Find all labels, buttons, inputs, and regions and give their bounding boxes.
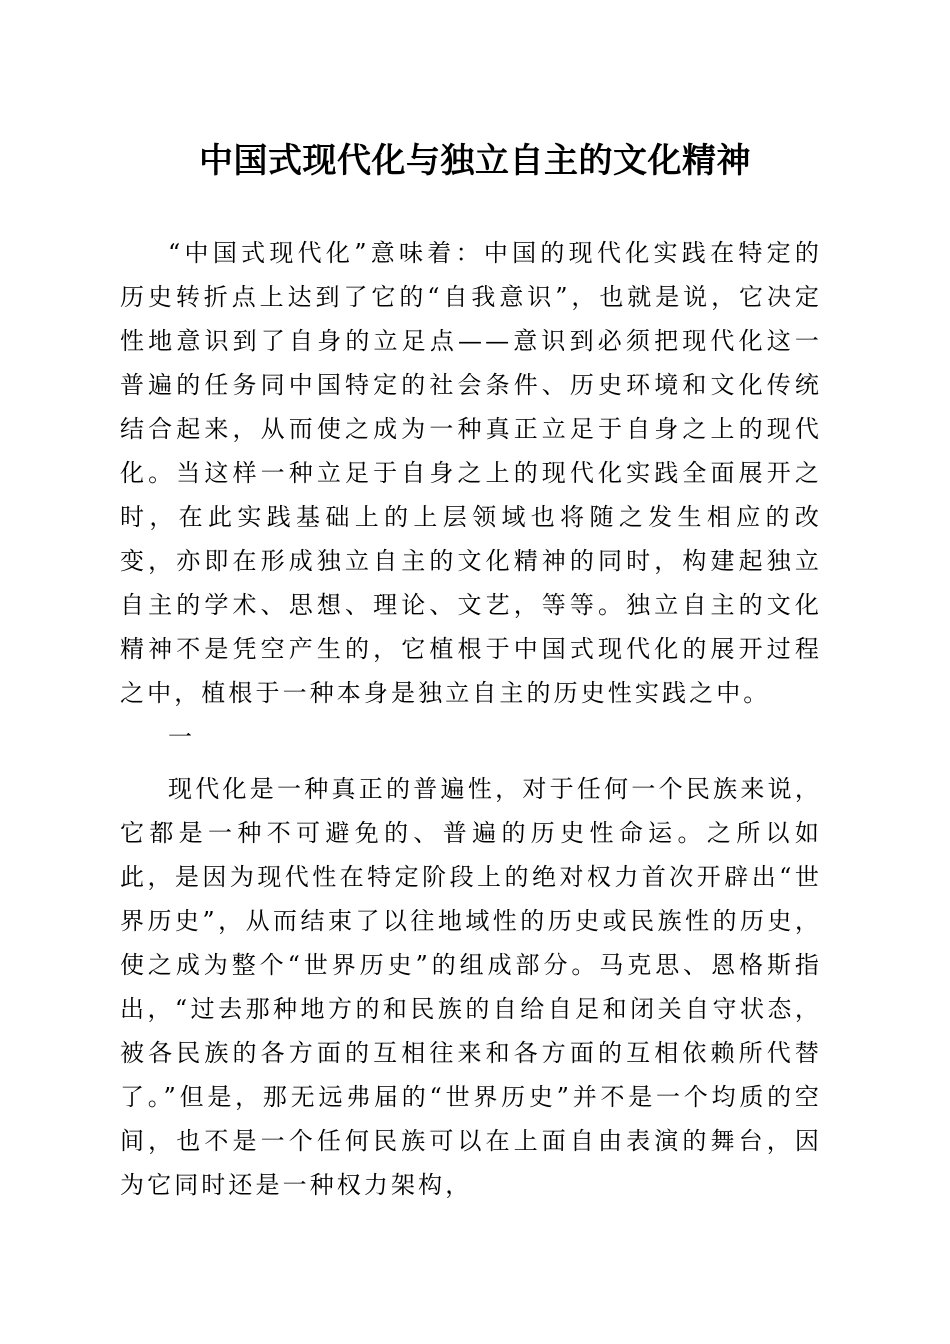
paragraph-intro: “中国式现代化”意味着：中国的现代化实践在特定的历史转折点上达到了它的“自我意识”，也就是说，它决定性地意识到了自身的立足点——意识到必须把现代化这一普遍的任务同中国特定的社会条件、历史环境和文化传统结合起来，从而使之成为一种真正立足于自身之上的现代化。当这样一种立足于自身之上的现代化实践全面展开之时，在此实践基础上的上层领域也将随之发生相应的改变，亦即在形成独立自主的文化精神的同时，构建起独立自主的学术、思想、理论、文艺，等等。独立自主的文化精神不是凭空产生的，它植根于中国式现代化的展开过程之中，植根于一种本身是独立自主的历史性实践之中。 xyxy=(120,239,822,707)
paragraph-section-one: 现代化是一种真正的普遍性，对于任何一个民族来说，它都是一种不可避免的、普遍的历史性命运。之所以如此，是因为现代性在特定阶段上的绝对权力首次开辟出“世界历史”，从而结束了以往地域性的历史或民族性的历史，使之成为整个“世界历史”的组成部分。马克思、恩格斯指出，“过去那种地方的和民族的自给自足和闭关自守状态，被各民族的各方面的互相往来和各方面的互相依赖所代替了。”但是，那无远弗届的“世界历史”并不是一个均质的空间，也不是一个任何民族可以在上面自由表演的舞台，因为它同时还是一种权力架构， xyxy=(120,775,822,1199)
section-number: 一 xyxy=(168,723,192,751)
document-title: 中国式现代化与独立自主的文化精神 xyxy=(199,141,751,181)
